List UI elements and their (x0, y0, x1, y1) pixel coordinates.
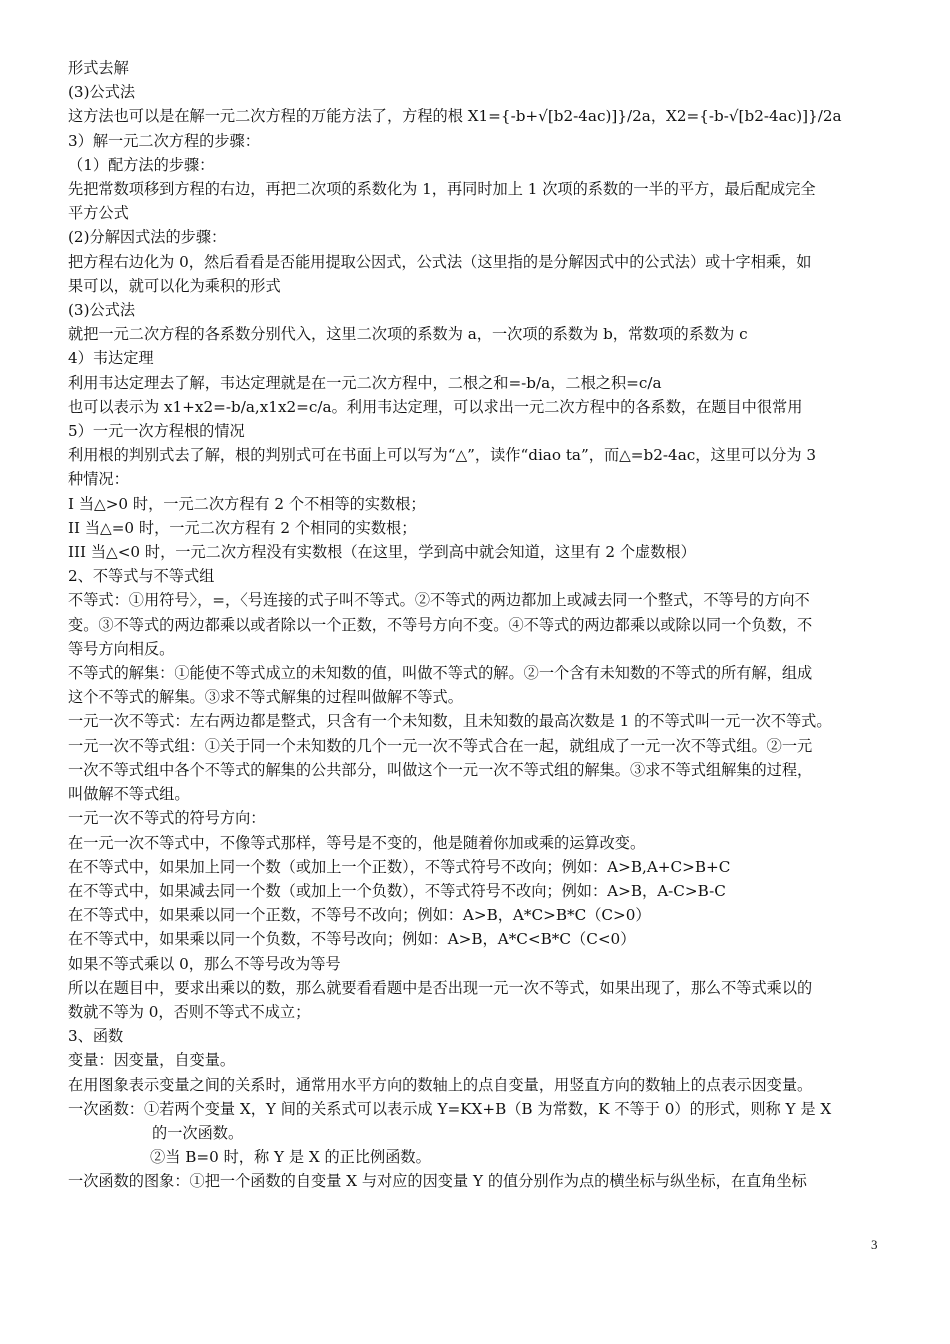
text-line: 这个不等式的解集。③求不等式解集的过程叫做解不等式。 (68, 688, 463, 707)
text-line: 一次函数：①若两个变量 X，Y 间的关系式可以表示成 Y=KX+B（B 为常数，K 不等于 0）的形式，则称 Y 是 X (68, 1099, 832, 1118)
text-line: 在不等式中，如果加上同一个数（或加上一个正数），不等式符号不改向；例如：A>B,A+C>B+C (68, 857, 731, 876)
section-heading: 3、函数 (68, 1027, 124, 1046)
text-line: 一次不等式组中各个不等式的解集的公共部分，叫做这个一元一次不等式组的解集。③求不等式组解集的过程， (68, 760, 813, 779)
text-line: 一元一次不等式：左右两边都是整式，只含有一个未知数，且未知数的最高次数是 1 的不等式叫一元一次不等式。 (68, 712, 832, 731)
text-line: 变量：因变量，自变量。 (68, 1051, 236, 1070)
text-line: 在不等式中，如果乘以同一个负数，不等号改向；例如：A>B，A*C<B*C（C<0） (68, 930, 636, 949)
text-line: 数就不等为 0，否则不等式不成立； (68, 1002, 311, 1021)
section-heading: (3)公式法 (68, 301, 136, 320)
document-body (68, 56, 886, 1194)
section-heading: (3)公式法 (68, 83, 136, 102)
text-line: ②当 B=0 时，称 Y 是 X 的正比例函数。 (150, 1148, 431, 1167)
text-line: 也可以表示为 x1+x2=-b/a,x1x2=c/a。利用韦达定理，可以求出一元二次方程中的各系数，在题目中很常用 (68, 397, 803, 416)
text-line: III 当△<0 时，一元二次方程没有实数根（在这里，学到高中就会知道，这里有 2 个虚数根） (68, 543, 696, 562)
text-line: 这方法也可以是在解一元二次方程的万能方法了，方程的根 X1={-b+√[b2-4ac)]}/2a，X2={-b-√[b2-4ac)]}/2a (68, 107, 842, 126)
text-line: 平方公式 (68, 204, 129, 223)
text-line: 一元一次不等式的符号方向： (68, 809, 266, 828)
text-line: 等号方向相反。 (68, 639, 175, 658)
text-line: 变。③不等式的两边都乘以或者除以一个正数，不等号方向不变。④不等式的两边都乘以或除以同一个负数，不 (68, 615, 813, 634)
text-line: 所以在题目中，要求出乘以的数，那么就要看看题中是否出现一元一次不等式，如果出现了，那么不等式乘以的 (68, 978, 813, 997)
page-number: 3 (871, 1237, 878, 1252)
text-line: 不等式：①用符号〉，=，〈号连接的式子叫不等式。②不等式的两边都加上或减去同一个整式，不等号的方向不 (68, 591, 810, 610)
text-line: 一次函数的图象：①把一个函数的自变量 X 与对应的因变量 Y 的值分别作为点的横坐标与纵坐标，在直角坐标 (68, 1172, 807, 1191)
text-line: 先把常数项移到方程的右边，再把二次项的系数化为 1，再同时加上 1 次项的系数的一半的平方，最后配成完全 (68, 180, 816, 199)
text-line: 果可以，就可以化为乘积的形式 (68, 276, 281, 295)
text-line: 就把一元二次方程的各系数分别代入，这里二次项的系数为 a，一次项的系数为 b，常数项的系数为 c (68, 325, 748, 344)
text-line: 利用韦达定理去了解，韦达定理就是在一元二次方程中，二根之和=-b/a，二根之积=c/a (68, 373, 662, 392)
text-line: II 当△=0 时，一元二次方程有 2 个相同的实数根； (68, 518, 417, 537)
section-heading: (2)分解因式法的步骤： (68, 228, 227, 247)
text-line: 的一次函数。 (152, 1123, 244, 1142)
text-line: 在用图象表示变量之间的关系时，通常用水平方向的数轴上的点自变量，用竖直方向的数轴上的点表示因变量。 (68, 1075, 813, 1094)
text-line: 把方程右边化为 0，然后看看是否能用提取公因式，公式法（这里指的是分解因式中的公式法）或十字相乘，如 (68, 252, 812, 271)
text-line: 在不等式中，如果乘以同一个正数，不等号不改向；例如：A>B，A*C>B*C（C>0） (68, 906, 651, 925)
section-heading: 4）韦达定理 (68, 349, 154, 368)
text-line: 在一元一次不等式中，不像等式那样，等号是不变的，他是随着你加或乘的运算改变。 (68, 833, 646, 852)
text-line: 不等式的解集：①能使不等式成立的未知数的值，叫做不等式的解。②一个含有未知数的不等式的所有解，组成 (68, 664, 813, 683)
section-heading: 5）一元一次方程根的情况 (68, 422, 245, 441)
text-line: I 当△>0 时，一元二次方程有 2 个不相等的实数根； (68, 494, 426, 513)
section-heading: 2、不等式与不等式组 (68, 567, 215, 586)
text-line: 叫做解不等式组。 (68, 785, 190, 804)
text-line: 种情况： (68, 470, 129, 489)
text-line: 利用根的判别式去了解，根的判别式可在书面上可以写为“△”，读作“diao ta”，而△=b2-4ac，这里可以分为 3 (68, 446, 817, 465)
section-heading: 3）解一元二次方程的步骤： (68, 131, 260, 150)
text-line: 如果不等式乘以 0，那么不等号改为等号 (68, 954, 341, 973)
text-line: 一元一次不等式组：①关于同一个未知数的几个一元一次不等式合在一起，就组成了一元一次不等式组。②一元 (68, 736, 813, 755)
section-heading: （1）配方法的步骤： (68, 155, 215, 174)
text-line: 形式去解 (68, 59, 129, 77)
text-line: 在不等式中，如果减去同一个数（或加上一个负数），不等式符号不改向；例如：A>B，A-C>B-C (68, 881, 726, 900)
